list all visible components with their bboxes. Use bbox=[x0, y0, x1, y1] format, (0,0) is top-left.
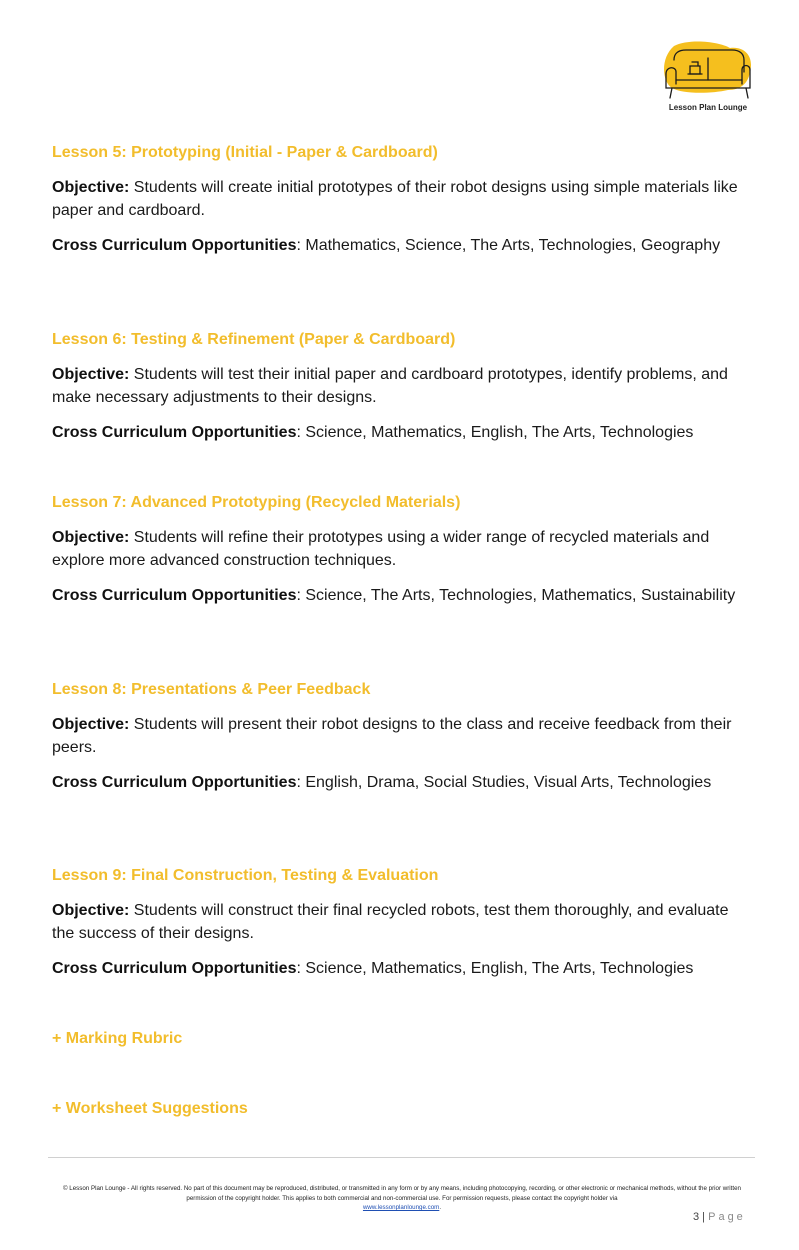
worksheet-suggestions-heading: + Worksheet Suggestions bbox=[52, 1100, 248, 1117]
objective-label: Objective: bbox=[52, 366, 130, 383]
lesson-6 bbox=[52, 330, 752, 444]
lesson-objective bbox=[52, 526, 752, 572]
footer-period: . bbox=[439, 1204, 442, 1211]
objective-label: Objective: bbox=[52, 179, 130, 196]
lesson-objective bbox=[52, 176, 752, 222]
lesson-cross-curriculum bbox=[52, 234, 752, 257]
cc-text: : Mathematics, Science, The Arts, Technologies, Geography bbox=[296, 237, 721, 254]
cc-label: Cross Curriculum Opportunities bbox=[52, 424, 297, 441]
lesson-cross-curriculum bbox=[52, 771, 752, 794]
objective-label: Objective: bbox=[52, 716, 130, 733]
lesson-title: Lesson 5: Prototyping (Initial - Paper & Cardboard) bbox=[52, 144, 438, 161]
page-separator: | bbox=[699, 1211, 709, 1223]
cc-text: : Science, Mathematics, English, The Arts, Technologies bbox=[296, 424, 694, 441]
copyright-text: © Lesson Plan Lounge - All rights reserved. No part of this document may be reproduced, distributed, or transmitted in any form or by any means, including photocopying, recording, or other electronic or mechanical methods, without the prior written permission of the copyright holder. This applies to both commercial and non-commercial use. For permission requests, please contact the copyright holder via bbox=[63, 1185, 741, 1202]
lesson-8 bbox=[52, 680, 752, 794]
lesson-cross-curriculum bbox=[52, 584, 752, 607]
website-link[interactable]: www.lessonplanlounge.com bbox=[362, 1204, 440, 1211]
objective-text: Students will present their robot designs to the class and receive feedback from their peers. bbox=[52, 716, 732, 756]
page-label: Page bbox=[708, 1211, 746, 1223]
cc-label: Cross Curriculum Opportunities bbox=[52, 237, 297, 254]
footer-divider bbox=[48, 1157, 755, 1158]
lesson-title: Lesson 6: Testing & Refinement (Paper & Cardboard) bbox=[52, 331, 456, 348]
objective-label: Objective: bbox=[52, 902, 130, 919]
lesson-9 bbox=[52, 866, 752, 980]
lesson-title: Lesson 9: Final Construction, Testing & Evaluation bbox=[52, 867, 439, 884]
page-number bbox=[693, 1211, 746, 1223]
cc-label: Cross Curriculum Opportunities bbox=[52, 960, 297, 977]
objective-text: Students will construct their final recycled robots, test them thoroughly, and evaluate the success of their designs. bbox=[52, 902, 729, 942]
lesson-title: Lesson 8: Presentations & Peer Feedback bbox=[52, 681, 371, 698]
objective-text: Students will create initial prototypes of their robot designs using simple materials like paper and cardboard. bbox=[52, 179, 738, 219]
lesson-objective bbox=[52, 363, 752, 409]
lesson-7 bbox=[52, 493, 752, 607]
lesson-objective bbox=[52, 899, 752, 945]
page-number-value: 3 bbox=[693, 1211, 700, 1223]
lesson-objective bbox=[52, 713, 752, 759]
objective-text: Students will test their initial paper and cardboard prototypes, identify problems, and make necessary adjustments to their designs. bbox=[52, 366, 728, 406]
lesson-cross-curriculum bbox=[52, 957, 752, 980]
cc-text: : English, Drama, Social Studies, Visual Arts, Technologies bbox=[296, 774, 712, 791]
lesson-5 bbox=[52, 143, 752, 257]
marking-rubric-heading: + Marking Rubric bbox=[52, 1030, 183, 1047]
objective-text: Students will refine their prototypes using a wider range of recycled materials and explore more advanced construction techniques. bbox=[52, 529, 710, 569]
cc-label: Cross Curriculum Opportunities bbox=[52, 587, 297, 604]
cc-label: Cross Curriculum Opportunities bbox=[52, 774, 297, 791]
cc-text: : Science, The Arts, Technologies, Mathematics, Sustainability bbox=[296, 587, 736, 604]
lesson-cross-curriculum bbox=[52, 421, 752, 444]
logo-text: Lesson Plan Lounge bbox=[668, 103, 748, 112]
cc-text: : Science, Mathematics, English, The Arts, Technologies bbox=[296, 960, 694, 977]
footer-copyright bbox=[52, 1184, 752, 1213]
objective-label: Objective: bbox=[52, 529, 130, 546]
lesson-title: Lesson 7: Advanced Prototyping (Recycled Materials) bbox=[52, 494, 461, 511]
